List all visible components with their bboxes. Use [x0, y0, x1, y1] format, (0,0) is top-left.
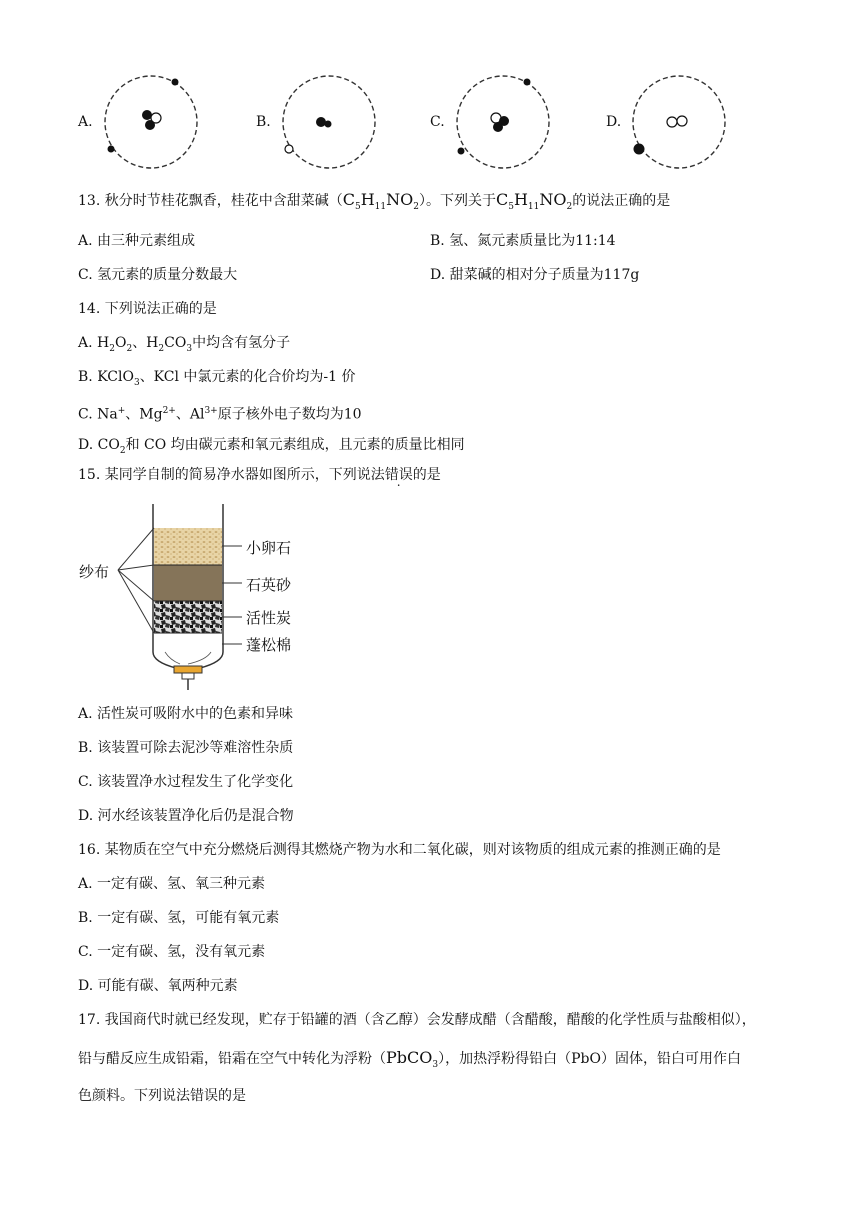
option-label-d: D.: [606, 114, 622, 130]
question-17-line-1: 17. 我国商代时就已经发现，贮存于铅罐的酒（含乙醇）会发酵成醋（含醋酸，醋酸的化学性质与盐酸相似），: [78, 1012, 756, 1028]
atom-diagram-a: [96, 70, 206, 174]
q14-option-b: B. KClO$_3$、KCl 中氯元素的化合价均为-1 价: [78, 369, 356, 388]
water-purifier-figure: [70, 500, 330, 696]
q15-option-b: B. 该装置可除去泥沙等难溶性杂质: [78, 740, 294, 756]
q15-option-d: D. 河水经该装置净化后仍是混合物: [78, 808, 294, 824]
q14-option-c: C. Na+、$Mg^{2+}$、$Al^{3+}$原子核外电子数均为10: [78, 406, 362, 423]
q16-option-a: A. 一定有碳、氢、氧三种元素: [78, 876, 266, 892]
q14-option-d: D. $CO_2$和 CO 均由碳元素和氧元素组成，且元素的质量比相同: [78, 437, 465, 456]
q13-option-b: B. 氢、氮元素质量比为11:14: [430, 233, 616, 249]
question-14-stem: 14. 下列说法正确的是: [78, 301, 217, 317]
formula-betaine: $C_5H_{11}NO_2$: [342, 190, 419, 213]
q15-option-c: C. 该装置净水过程发生了化学变化: [78, 774, 294, 790]
formula-lead-carbonate: PbCO$_3$: [386, 1048, 439, 1071]
label-quartz-sand: 石英砂: [246, 576, 292, 594]
q15-option-a: A. 活性炭可吸附水中的色素和异味: [78, 706, 294, 722]
q14-option-a: A. $H_2O_2$、$H_2CO_3$中均含有氢分子: [78, 335, 291, 354]
atom-diagram-c: [448, 70, 558, 174]
question-15-stem: 15. 某同学自制的简易净水器如图所示，下列说法错误的是: [78, 467, 441, 483]
atom-diagram-d: [624, 70, 734, 174]
option-label-c: C.: [430, 114, 445, 130]
question-17-line-3: 色颜料。下列说法错误的是: [78, 1088, 246, 1104]
label-activated-carbon: 活性炭: [246, 609, 292, 627]
atom-diagram-b: [274, 70, 384, 174]
label-pebbles: 小卵石: [246, 539, 292, 557]
label-cotton: 蓬松棉: [246, 636, 292, 654]
label-gauze: 纱布: [79, 563, 110, 581]
question-13-stem: 13. 秋分时节桂花飘香，桂花中含甜菜碱$(C_5H_{11}NO_2)$。下列关于$C_5H_{11}NO_2$的说法正确的是: [78, 190, 671, 213]
question-16-stem: 16. 某物质在空气中充分燃烧后测得其燃烧产物为水和二氧化碳，则对该物质的组成元素的推测正确的是: [78, 842, 721, 858]
q16-option-c: C. 一定有碳、氢，没有氧元素: [78, 944, 266, 960]
question-17-line-2: 铅与醋反应生成铅霜，铅霜在空气中转化为浮粉（PbCO$_3$），加热浮粉得铅白（PbO）固体，铅白可用作白: [78, 1048, 741, 1071]
q13-option-c: C. 氢元素的质量分数最大: [78, 267, 238, 283]
q13-option-d: D. 甜菜碱的相对分子质量为117g: [430, 267, 640, 283]
q16-option-d: D. 可能有碳、氧两种元素: [78, 978, 238, 994]
q16-option-b: B. 一定有碳、氢，可能有氧元素: [78, 910, 280, 926]
option-label-b: B.: [256, 114, 271, 130]
emphasis-wrong: 错误: [384, 467, 413, 483]
q13-option-a: A. 由三种元素组成: [78, 233, 196, 249]
formula-betaine: $C_5H_{11}NO_2$: [495, 190, 573, 213]
option-label-a: A.: [78, 114, 93, 130]
